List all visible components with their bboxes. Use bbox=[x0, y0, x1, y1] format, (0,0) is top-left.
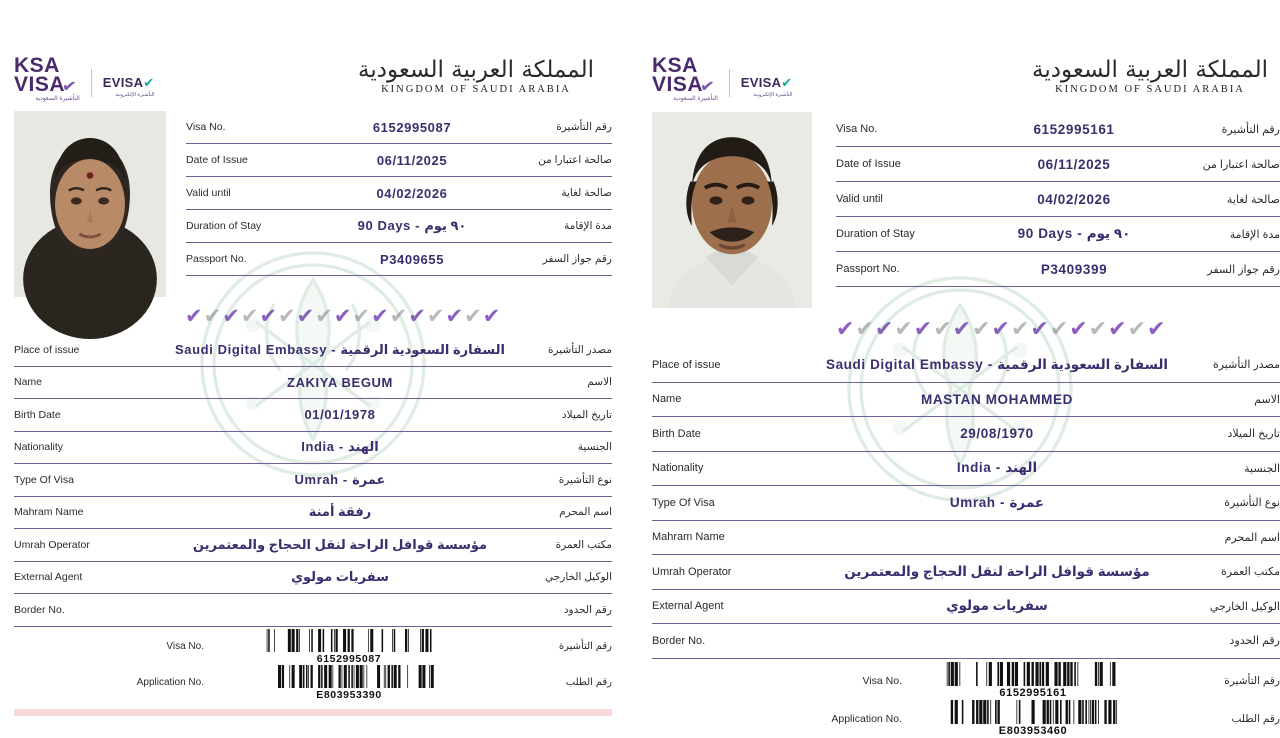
check-icon: ✔ bbox=[913, 316, 933, 342]
field-row bbox=[652, 417, 1280, 452]
ksa-logo-line2: VISA bbox=[14, 73, 66, 97]
field-row bbox=[652, 624, 1280, 659]
kingdom-english-text: KINGDOM OF SAUDI ARABIA bbox=[381, 84, 571, 96]
field-label-arabic: مصدر التأشيرة bbox=[1212, 359, 1280, 372]
field-label: External Agent bbox=[14, 571, 83, 584]
field-label-arabic: رقم التأشيرة bbox=[1221, 123, 1280, 136]
field-row bbox=[14, 594, 612, 627]
field-value: 90 Days - ٩٠ يوم bbox=[1017, 226, 1131, 242]
barcode-image bbox=[265, 665, 433, 688]
field-value: سفريات مولوي bbox=[946, 598, 1048, 614]
check-icon: ✔ bbox=[1147, 316, 1166, 342]
barcode-section bbox=[640, 662, 1280, 738]
check-icon-teal: ✔ bbox=[781, 75, 793, 91]
field-label: Name bbox=[652, 393, 682, 406]
kingdom-of-saudi-arabia-emblem bbox=[358, 58, 594, 95]
check-icon: ✔ bbox=[426, 305, 445, 329]
field-row bbox=[14, 497, 612, 530]
field-label: Passport No. bbox=[186, 253, 247, 266]
barcode-label: Visa No. bbox=[862, 674, 902, 687]
field-value: 04/02/2026 bbox=[1037, 191, 1111, 207]
kingdom-of-saudi-arabia-emblem bbox=[1032, 58, 1268, 95]
field-label-arabic: الاسم bbox=[587, 376, 612, 389]
field-label-arabic: الجنسية bbox=[577, 441, 612, 454]
field-value: Umrah - عمرة bbox=[294, 471, 386, 487]
field-label: Umrah Operator bbox=[652, 565, 732, 578]
field-label: Mahram Name bbox=[14, 506, 84, 519]
field-label-arabic: صالحة اعتبارا من bbox=[538, 154, 612, 167]
document-header bbox=[640, 0, 1280, 102]
field-row bbox=[14, 399, 612, 432]
ksa-logo-line1: KSA bbox=[652, 54, 698, 77]
barcode-label-arabic: رقم الطلب bbox=[565, 677, 612, 689]
field-value: P3409655 bbox=[379, 251, 445, 267]
footer-accent-bar bbox=[14, 709, 612, 716]
evisa-label: EVISA bbox=[740, 75, 782, 91]
field-row bbox=[836, 112, 1280, 147]
field-label-arabic: اسم المحرم bbox=[559, 506, 612, 519]
check-icon: ✔ bbox=[464, 305, 482, 329]
field-row bbox=[14, 464, 612, 497]
barcode-label: Visa No. bbox=[166, 641, 204, 653]
document-header bbox=[0, 0, 626, 102]
field-label: Umrah Operator bbox=[14, 538, 90, 551]
field-label: Nationality bbox=[652, 462, 704, 475]
check-icon: ✔ bbox=[1108, 316, 1127, 342]
field-value: رفقة أمنة bbox=[308, 504, 372, 520]
check-icon: ✔ bbox=[259, 305, 278, 329]
field-label: Passport No. bbox=[836, 263, 900, 276]
field-row bbox=[652, 590, 1280, 625]
barcode-number: 6152995087 bbox=[316, 652, 382, 665]
check-icon: ✔ bbox=[482, 305, 501, 329]
field-row bbox=[836, 252, 1280, 287]
barcode-row bbox=[652, 700, 1280, 738]
ksa-logo-line1: KSA bbox=[14, 54, 60, 77]
field-label: Valid until bbox=[186, 187, 231, 200]
field-value: ZAKIYA BEGUM bbox=[287, 374, 393, 390]
field-label: Date of Issue bbox=[836, 158, 901, 171]
field-label-arabic: رقم التأشيرة bbox=[556, 121, 612, 134]
barcode-image bbox=[265, 629, 433, 652]
check-icon: ✔ bbox=[894, 316, 913, 342]
field-label-arabic: مكتب العمرة bbox=[555, 538, 612, 551]
kingdom-english-text: KINGDOM OF SAUDI ARABIA bbox=[1055, 84, 1245, 96]
barcode-row bbox=[14, 665, 612, 701]
field-label-arabic: مدة الإقامة bbox=[1229, 228, 1280, 241]
ksa-logo-arabic: التأشيرة السعودية bbox=[673, 95, 718, 102]
check-icon: ✔ bbox=[445, 305, 464, 329]
field-label-arabic: صالحة لغاية bbox=[1226, 193, 1280, 206]
field-label: Mahram Name bbox=[652, 531, 725, 544]
field-label: External Agent bbox=[652, 600, 724, 613]
barcode-label-arabic: رقم التأشيرة bbox=[1224, 674, 1280, 687]
field-label: Border No. bbox=[14, 603, 65, 616]
barcode-number: E803953460 bbox=[998, 725, 1068, 738]
field-value: مؤسسة قوافل الراحة لنقل الحجاج والمعتمرين bbox=[844, 563, 1150, 579]
field-value: 90 Days - ٩٠ يوم bbox=[357, 218, 467, 234]
field-label-arabic: نوع التأشيرة bbox=[558, 473, 612, 486]
check-icon: ✔ bbox=[333, 305, 352, 329]
check-icon: ✔ bbox=[1030, 316, 1049, 342]
evisa-arabic: التأشيرة الإلكترونية bbox=[115, 92, 155, 99]
field-value: Saudi Digital Embassy - السفارة السعودية الرقمية bbox=[175, 341, 505, 357]
field-row bbox=[14, 334, 612, 367]
check-icon: ✔ bbox=[952, 316, 972, 342]
field-label: Type Of Visa bbox=[14, 473, 74, 486]
field-value: مؤسسة قوافل الراحة لنقل الحجاج والمعتمرين bbox=[192, 536, 488, 552]
barcode-image bbox=[945, 662, 1121, 686]
lower-field-list bbox=[0, 334, 626, 627]
field-label-arabic: الوكيل الخارجي bbox=[545, 571, 612, 584]
field-row bbox=[186, 243, 612, 276]
field-label: Birth Date bbox=[652, 427, 701, 440]
evisa-arabic: التأشيرة الإلكترونية bbox=[753, 92, 793, 99]
barcode-section bbox=[0, 629, 626, 716]
logo-divider bbox=[729, 69, 730, 97]
check-icon: ✔ bbox=[972, 316, 991, 342]
visa-document-left bbox=[0, 0, 626, 700]
field-row bbox=[652, 555, 1280, 590]
check-icon: ✔ bbox=[1049, 316, 1069, 342]
check-icon: ✔ bbox=[408, 305, 426, 329]
field-row bbox=[14, 562, 612, 595]
top-field-list bbox=[836, 112, 1280, 287]
evisa-label: EVISA bbox=[102, 75, 144, 91]
ksa-logo-line2: VISA bbox=[652, 73, 704, 97]
field-label-arabic: الجنسية bbox=[1244, 462, 1280, 475]
check-icon: ✔ bbox=[874, 316, 894, 342]
field-label: Duration of Stay bbox=[186, 220, 262, 233]
barcode-label-arabic: رقم الطلب bbox=[1231, 712, 1280, 725]
field-value: 6152995087 bbox=[372, 119, 452, 135]
photo-and-top-fields bbox=[640, 112, 1280, 308]
field-label: Border No. bbox=[652, 634, 706, 647]
check-icon: ✔ bbox=[352, 305, 371, 329]
field-label-arabic: رقم جواز السفر bbox=[1207, 263, 1280, 276]
field-label: Valid until bbox=[836, 193, 883, 206]
field-label-arabic: تاريخ الميلاد bbox=[561, 408, 612, 421]
field-row bbox=[652, 348, 1280, 383]
check-icon: ✔ bbox=[315, 305, 333, 329]
field-value: سفريات مولوي bbox=[291, 569, 389, 585]
barcode-image bbox=[945, 700, 1121, 724]
lower-field-list bbox=[640, 348, 1280, 659]
logo-divider bbox=[91, 69, 92, 97]
field-row bbox=[186, 210, 612, 243]
field-label: Type Of Visa bbox=[652, 496, 715, 509]
field-label: Name bbox=[14, 376, 43, 389]
check-icon: ✔ bbox=[60, 76, 79, 98]
check-icon: ✔ bbox=[240, 305, 259, 329]
barcode-label-arabic: رقم التأشيرة bbox=[558, 641, 612, 653]
check-icon: ✔ bbox=[203, 305, 222, 329]
check-icon: ✔ bbox=[185, 305, 203, 329]
barcode-number: E803953390 bbox=[316, 688, 382, 701]
field-row bbox=[652, 452, 1280, 487]
check-icon: ✔ bbox=[1069, 316, 1088, 342]
field-label: Nationality bbox=[14, 441, 64, 454]
field-label: Visa No. bbox=[836, 123, 878, 136]
field-row bbox=[652, 486, 1280, 521]
field-label-arabic: صالحة اعتبارا من bbox=[1202, 158, 1280, 171]
field-value: 29/08/1970 bbox=[960, 426, 1034, 442]
field-value: MASTAN MOHAMMED bbox=[921, 391, 1073, 407]
barcode-label: Application No. bbox=[831, 712, 902, 725]
field-label-arabic: مصدر التأشيرة bbox=[548, 343, 612, 356]
check-icon: ✔ bbox=[1127, 316, 1146, 342]
field-label-arabic: نوع التأشيرة bbox=[1224, 497, 1280, 510]
photo-and-top-fields bbox=[0, 111, 626, 297]
field-value: India - الهند bbox=[956, 460, 1038, 476]
field-value: India - الهند bbox=[301, 439, 379, 455]
field-value: 04/02/2026 bbox=[376, 185, 448, 201]
check-icon: ✔ bbox=[855, 316, 874, 342]
barcode-row bbox=[14, 629, 612, 665]
field-label-arabic: رقم الحدود bbox=[1229, 635, 1280, 648]
field-row bbox=[652, 521, 1280, 556]
check-icon: ✔ bbox=[389, 305, 408, 329]
check-icon: ✔ bbox=[371, 305, 389, 329]
top-field-list bbox=[186, 111, 612, 276]
applicant-photo bbox=[14, 111, 166, 297]
field-label: Place of issue bbox=[652, 358, 721, 371]
ksa-visa-logo bbox=[14, 56, 154, 102]
field-label-arabic: رقم الحدود bbox=[563, 603, 612, 616]
field-value: Umrah - عمرة bbox=[949, 494, 1045, 510]
ksa-visa-logo bbox=[652, 56, 792, 102]
document-gap bbox=[626, 0, 640, 720]
field-row bbox=[14, 367, 612, 400]
field-label: Birth Date bbox=[14, 408, 61, 421]
field-row bbox=[652, 383, 1280, 418]
checkmark-divider-band bbox=[836, 318, 1280, 340]
field-row bbox=[14, 432, 612, 465]
barcode-row bbox=[652, 662, 1280, 700]
check-icon: ✔ bbox=[991, 316, 1010, 342]
check-icon: ✔ bbox=[1010, 316, 1030, 342]
kingdom-arabic-calligraphy: المملكة العربية السعودية bbox=[358, 57, 594, 83]
field-label-arabic: الوكيل الخارجي bbox=[1209, 600, 1280, 613]
field-label: Duration of Stay bbox=[836, 228, 915, 241]
field-value: 06/11/2025 bbox=[1037, 156, 1111, 172]
field-row bbox=[186, 111, 612, 144]
check-icon: ✔ bbox=[296, 305, 315, 329]
check-icon: ✔ bbox=[933, 316, 952, 342]
field-row bbox=[14, 529, 612, 562]
barcode-number: 6152995161 bbox=[999, 687, 1067, 700]
check-icon: ✔ bbox=[698, 76, 717, 98]
barcode-label: Application No. bbox=[136, 677, 204, 689]
field-label-arabic: مدة الإقامة bbox=[564, 220, 612, 233]
field-label-arabic: تاريخ الميلاد bbox=[1227, 428, 1280, 441]
field-row bbox=[186, 177, 612, 210]
checkmark-divider-band bbox=[185, 306, 626, 327]
field-row bbox=[836, 147, 1280, 182]
check-icon-teal: ✔ bbox=[143, 75, 155, 91]
visa-document-right bbox=[640, 0, 1280, 738]
field-row bbox=[836, 182, 1280, 217]
field-value: 01/01/1978 bbox=[304, 407, 376, 423]
check-icon: ✔ bbox=[278, 305, 296, 329]
field-label: Visa No. bbox=[186, 121, 226, 134]
field-value: Saudi Digital Embassy - السفارة السعودية الرقمية bbox=[825, 356, 1169, 372]
field-row bbox=[836, 217, 1280, 252]
field-row bbox=[186, 144, 612, 177]
field-value: P3409399 bbox=[1040, 261, 1108, 277]
field-value: 06/11/2025 bbox=[376, 152, 448, 168]
check-icon: ✔ bbox=[836, 316, 855, 342]
field-label-arabic: مكتب العمرة bbox=[1220, 566, 1280, 579]
ksa-logo-arabic: التأشيرة السعودية bbox=[35, 95, 80, 102]
applicant-photo bbox=[652, 112, 812, 308]
field-label: Place of issue bbox=[14, 343, 80, 356]
field-label-arabic: رقم جواز السفر bbox=[542, 253, 612, 266]
field-label-arabic: صالحة لغاية bbox=[561, 187, 612, 200]
kingdom-arabic-calligraphy: المملكة العربية السعودية bbox=[1032, 57, 1268, 83]
check-icon: ✔ bbox=[1088, 316, 1108, 342]
field-label: Date of Issue bbox=[186, 154, 248, 167]
field-value: 6152995161 bbox=[1033, 121, 1115, 137]
check-icon: ✔ bbox=[222, 305, 240, 329]
field-label-arabic: الاسم bbox=[1254, 393, 1280, 406]
field-label-arabic: اسم المحرم bbox=[1224, 531, 1280, 544]
